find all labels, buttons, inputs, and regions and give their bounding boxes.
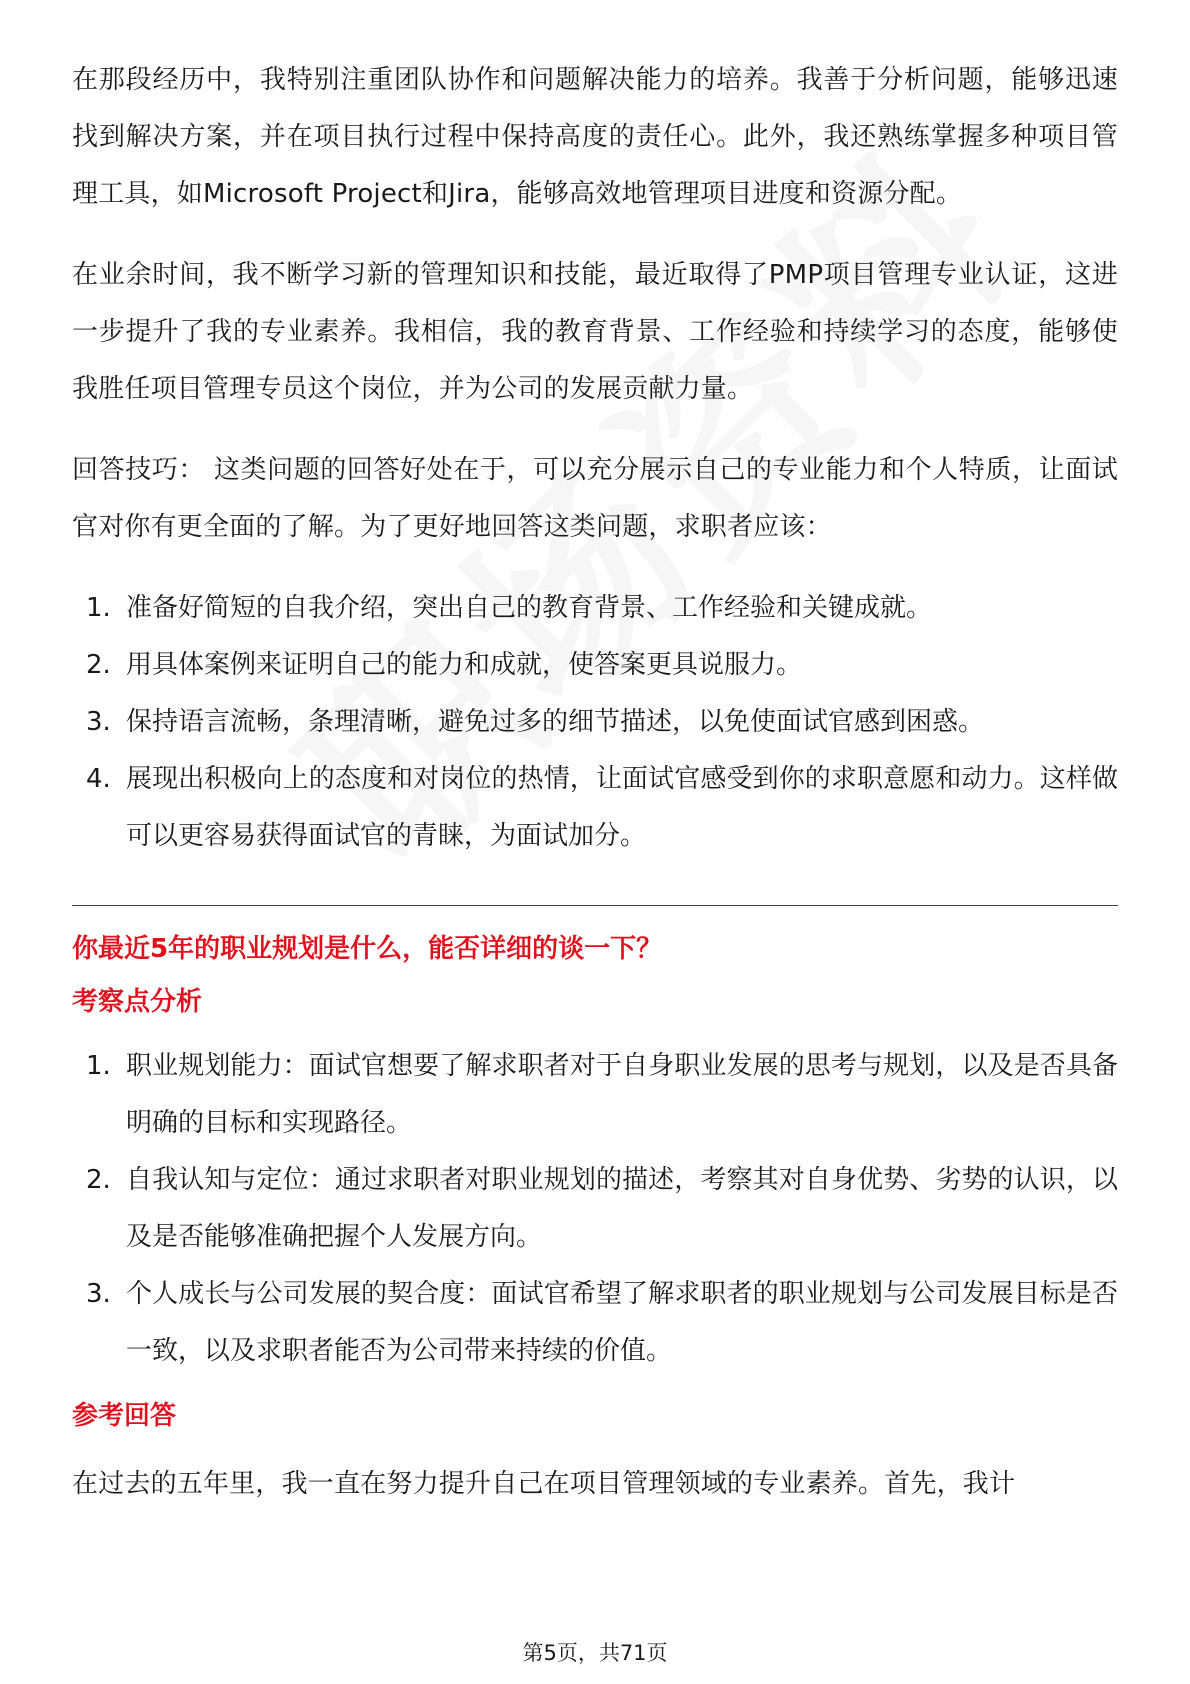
list-item: [72, 694, 1118, 751]
section-divider: [72, 905, 1118, 906]
list-item-text: 保持语言流畅，条理清晰，避免过多的细节描述，以免使面试官感到困惑。: [126, 707, 985, 737]
page-footer: 第5页，共71页: [522, 1641, 668, 1665]
list-item-number: 1.: [86, 1051, 111, 1081]
list-item-text: 个人成长与公司发展的契合度：面试官希望了解求职者的职业规划与公司发展目标是否一致，以及求职者能否为公司带来持续的价值。: [126, 1279, 1118, 1366]
document-page: [72, 52, 1118, 1513]
paragraph-learning: 在业余时间，我不断学习新的管理知识和技能，最近取得了PMP项目管理专业认证，这进一步提升了我的专业素养。我相信，我的教育背景、工作经验和持续学习的态度，能够使我胜任项目管理专员这个岗位，并为公司的发展贡献力量。: [72, 260, 1118, 404]
list-item-text: 职业规划能力：面试官想要了解求职者对于自身职业发展的思考与规划，以及是否具备明确的目标和实现路径。: [126, 1051, 1118, 1138]
list-item-number: 1.: [86, 593, 111, 623]
list-item: [72, 580, 1118, 637]
analysis-list: [72, 1038, 1118, 1380]
paragraph-reference-answer: 在过去的五年里，我一直在努力提升自己在项目管理领域的专业素养。首先，我计: [72, 1469, 1016, 1499]
paragraph-experience: 在那段经历中，我特别注重团队协作和问题解决能力的培养。我善于分析问题，能够迅速找到解决方案，并在项目执行过程中保持高度的责任心。此外，我还熟练掌握多种项目管理工具，如Microsoft Project和Jira，能够高效地管理项目进度和资源分配。: [72, 65, 1118, 209]
list-item-number: 4.: [86, 764, 111, 794]
list-item: [72, 637, 1118, 694]
list-item: [72, 1266, 1118, 1380]
list-item-number: 3.: [86, 707, 111, 737]
list-item-text: 用具体案例来证明自己的能力和成就，使答案更具说服力。: [126, 650, 803, 680]
list-item-text: 准备好简短的自我介绍，突出自己的教育背景、工作经验和关键成就。: [126, 593, 933, 623]
analysis-heading: 考察点分析: [72, 987, 203, 1017]
list-item-number: 3.: [86, 1279, 111, 1309]
list-item-number: 2.: [86, 1165, 111, 1195]
paragraph-answer-tips: 回答技巧： 这类问题的回答好处在于，可以充分展示自己的专业能力和个人特质，让面试官对你有更全面的了解。为了更好地回答这类问题，求职者应该：: [72, 455, 1118, 542]
list-item: [72, 1152, 1118, 1266]
list-item-text: 展现出积极向上的态度和对岗位的热情，让面试官感受到你的求职意愿和动力。这样做可以更容易获得面试官的青睐，为面试加分。: [126, 764, 1118, 851]
tips-list: [72, 580, 1118, 865]
question-heading: 你最近5年的职业规划是什么，能否详细的谈一下？: [72, 934, 663, 964]
list-item-number: 2.: [86, 650, 111, 680]
list-item: [72, 1038, 1118, 1152]
list-item-text: 自我认知与定位：通过求职者对职业规划的描述，考察其对自身优势、劣势的认识，以及是否能够准确把握个人发展方向。: [126, 1165, 1118, 1252]
reference-heading: 参考回答: [72, 1401, 177, 1431]
list-item: [72, 751, 1118, 865]
